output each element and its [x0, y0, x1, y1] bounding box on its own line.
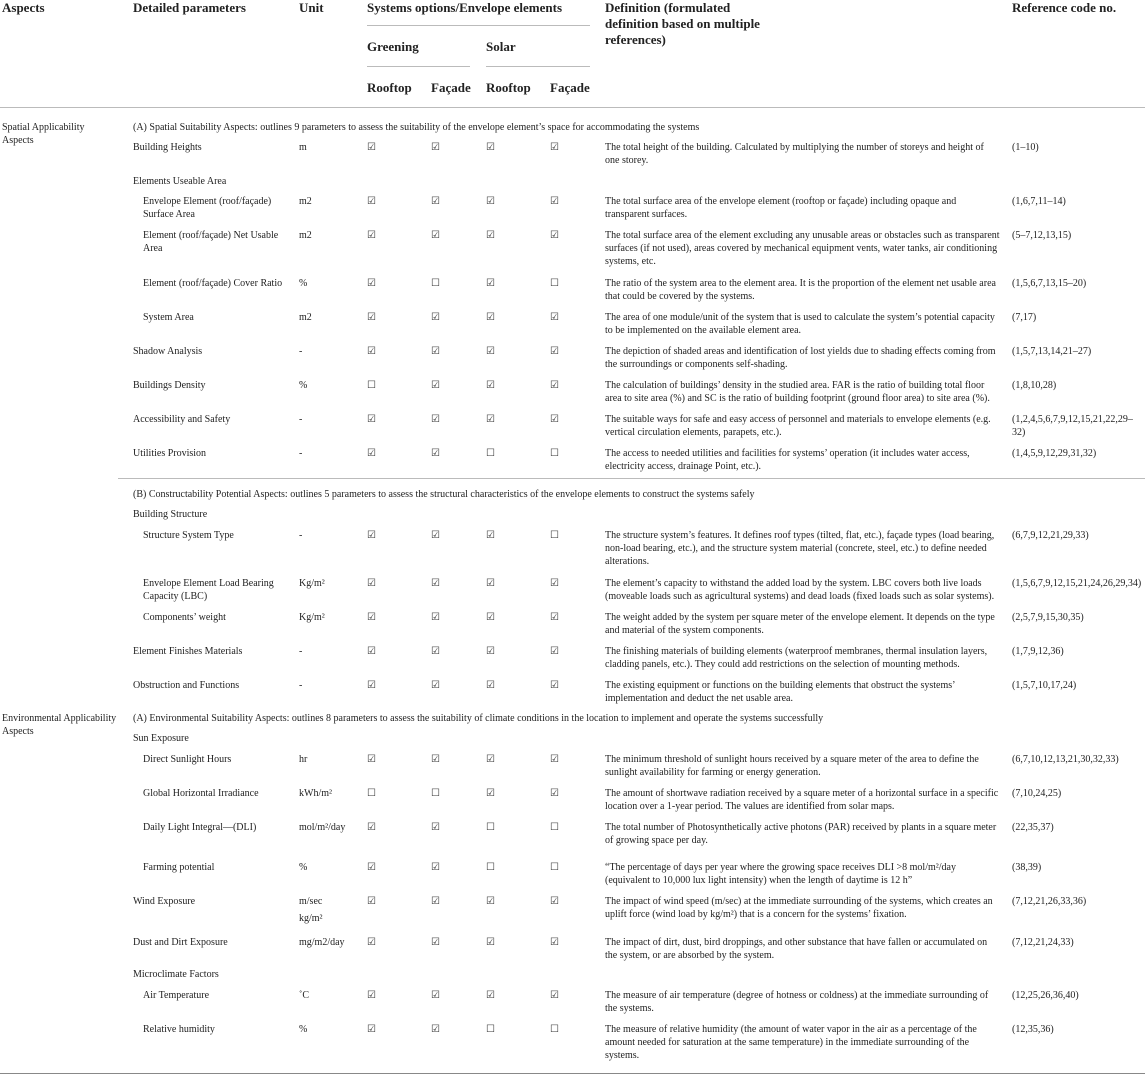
greening-facade-check-icon: ☑: [431, 862, 440, 873]
param-reference: (7,17): [1012, 312, 1037, 323]
greening-facade-check-icon: ☑: [431, 196, 440, 207]
greening-rooftop-check-icon: ☑: [367, 278, 376, 289]
greening-rooftop-check-icon: ☑: [367, 448, 376, 459]
param-unit: mg/m2/day: [299, 937, 345, 948]
param-name: Utilities Provision: [133, 448, 207, 459]
solar-facade-empty-box-icon: ☐: [550, 862, 559, 873]
greening-rooftop-check-icon: ☑: [367, 312, 376, 323]
greening-rooftop-check-icon: ☑: [367, 680, 376, 691]
solar-facade-check-icon: ☑: [550, 312, 559, 323]
greening-facade-check-icon: ☑: [431, 230, 440, 241]
param-reference: (1,6,7,11–14): [1012, 196, 1066, 207]
greening-rooftop-check-icon: ☑: [367, 196, 376, 207]
param-reference: (1,5,6,7,13,15–20): [1012, 278, 1087, 289]
param-unit: %: [299, 1024, 308, 1035]
param-name: Direct Sunlight Hours: [143, 754, 232, 765]
greening-rooftop-empty-box-icon: ☐: [367, 380, 376, 391]
header-systems-options: Systems options/Envelope elements: [367, 0, 562, 15]
param-unit: -: [299, 530, 303, 541]
solar-rooftop-check-icon: ☑: [486, 578, 495, 589]
param-name: System Area: [143, 312, 194, 323]
greening-facade-check-icon: ☑: [431, 578, 440, 589]
solar-facade-check-icon: ☑: [550, 680, 559, 691]
greening-rooftop-check-icon: ☑: [367, 822, 376, 833]
solar-facade-empty-box-icon: ☐: [550, 278, 559, 289]
param-reference: (2,5,7,9,15,30,35): [1012, 612, 1084, 623]
greening-rooftop-check-icon: ☑: [367, 346, 376, 357]
param-definition: The access to needed utilities and facilities for systems’ operation (it includes water access, electricity access, drainage Point, etc.).: [605, 448, 970, 472]
param-reference: (1,5,7,13,14,21–27): [1012, 346, 1092, 357]
param-unit: m2: [299, 312, 312, 323]
param-definition: The impact of wind speed (m/sec) at the immediate surrounding of the systems, which creates an uplift force (wind load by kg/m²) that is a concern for the systems’ fixation.: [605, 896, 993, 920]
param-name: Accessibility and Safety: [133, 414, 231, 425]
header-greening: Greening: [367, 39, 419, 54]
param-name: Envelope Element (roof/façade) Surface Area: [143, 196, 272, 220]
param-reference: (12,35,36): [1012, 1024, 1054, 1035]
param-definition: The existing equipment or functions on the building elements that obstruct the systems’ implementation and deduct the net usable area.: [605, 680, 955, 704]
header-greening-rooftop: Rooftop: [367, 80, 412, 95]
solar-rooftop-check-icon: ☑: [486, 754, 495, 765]
param-reference: (6,7,10,12,13,21,30,32,33): [1012, 754, 1119, 765]
solar-facade-check-icon: ☑: [550, 142, 559, 153]
greening-rooftop-check-icon: ☑: [367, 862, 376, 873]
param-name: Building Heights: [133, 142, 202, 153]
param-unit: ˚C: [299, 990, 309, 1001]
aspect-spatial: Spatial Applicability Aspects: [2, 122, 85, 146]
param-name: Element Finishes Materials: [133, 646, 243, 657]
solar-rooftop-check-icon: ☑: [486, 230, 495, 241]
greening-facade-check-icon: ☑: [431, 312, 440, 323]
group-elements-useable-area: Elements Useable Area: [133, 176, 227, 187]
header-unit: Unit: [299, 0, 324, 15]
param-reference: (6,7,9,12,21,29,33): [1012, 530, 1089, 541]
param-name: Wind Exposure: [133, 896, 196, 907]
greening-facade-check-icon: ☑: [431, 414, 440, 425]
header-aspects: Aspects: [2, 0, 45, 15]
param-reference: (1,5,6,7,9,12,15,21,24,26,29,34): [1012, 578, 1142, 589]
solar-facade-check-icon: ☑: [550, 414, 559, 425]
solar-rooftop-check-icon: ☑: [486, 346, 495, 357]
param-definition: The amount of shortwave radiation received by a square meter of a horizontal surface in a specific location over a 1-year period. The values are identified from solar maps.: [605, 788, 999, 812]
param-unit: mol/m²/day: [299, 822, 346, 833]
param-name: Shadow Analysis: [133, 346, 203, 357]
param-reference: (7,12,21,26,33,36): [1012, 896, 1087, 907]
greening-facade-check-icon: ☑: [431, 448, 440, 459]
param-reference: (1,2,4,5,6,7,9,12,15,21,22,29–32): [1012, 414, 1133, 438]
solar-rooftop-empty-box-icon: ☐: [486, 862, 495, 873]
param-definition: The total number of Photosynthetically active photons (PAR) received by plants in a square meter of growing space per day.: [605, 822, 997, 846]
greening-facade-check-icon: ☑: [431, 680, 440, 691]
greening-facade-check-icon: ☑: [431, 990, 440, 1001]
solar-rooftop-check-icon: ☑: [486, 380, 495, 391]
param-unit: kWh/m²: [299, 788, 332, 799]
solar-rooftop-check-icon: ☑: [486, 680, 495, 691]
solar-facade-check-icon: ☑: [550, 754, 559, 765]
greening-facade-empty-box-icon: ☐: [431, 278, 440, 289]
greening-facade-check-icon: ☑: [431, 646, 440, 657]
param-definition: The finishing materials of building elements (waterproof membranes, thermal insulation layers, cladding panels, etc.). They could add restrictions on the selection of mounting methods.: [605, 646, 988, 670]
param-name: Obstruction and Functions: [133, 680, 240, 691]
greening-rooftop-check-icon: ☑: [367, 646, 376, 657]
greening-facade-check-icon: ☑: [431, 612, 440, 623]
param-definition: The ratio of the system area to the element area. It is the proportion of the element net usable area that could be covered by the systems.: [605, 278, 996, 302]
param-definition: The minimum threshold of sunlight hours received by a square meter of the area to define the sunlight availability for farming or energy generation.: [605, 754, 979, 778]
greening-rooftop-check-icon: ☑: [367, 142, 376, 153]
greening-facade-check-icon: ☑: [431, 346, 440, 357]
solar-rooftop-check-icon: ☑: [486, 196, 495, 207]
param-reference: (12,25,26,36,40): [1012, 990, 1079, 1001]
solar-facade-check-icon: ☑: [550, 578, 559, 589]
header-solar-facade: Façade: [550, 80, 590, 95]
header-reference: Reference code no.: [1012, 0, 1117, 15]
param-name: Structure System Type: [143, 530, 234, 541]
section-spatial-suitability: (A) Spatial Suitability Aspects: outlines 9 parameters to assess the suitability of the envelope element’s space for accommodating the systems: [133, 122, 700, 133]
group-microclimate-factors: Microclimate Factors: [133, 969, 219, 980]
greening-rooftop-check-icon: ☑: [367, 414, 376, 425]
solar-rooftop-check-icon: ☑: [486, 312, 495, 323]
header-solar: Solar: [486, 39, 516, 54]
param-name: Buildings Density: [133, 380, 206, 391]
param-definition: The depiction of shaded areas and identification of lost yields due to shading effects coming from the surroundings or components self-shading.: [605, 346, 996, 370]
param-name: Relative humidity: [143, 1024, 215, 1035]
param-unit-secondary: kg/m²: [299, 913, 323, 924]
greening-rooftop-empty-box-icon: ☐: [367, 788, 376, 799]
greening-facade-check-icon: ☑: [431, 142, 440, 153]
param-definition: The suitable ways for safe and easy access of personnel and materials to envelope elements (e.g. vertical circulation elements, parapets, etc.).: [605, 414, 991, 438]
solar-facade-check-icon: ☑: [550, 196, 559, 207]
param-unit: Kg/m²: [299, 612, 325, 623]
param-unit: m: [299, 142, 307, 153]
greening-facade-check-icon: ☑: [431, 896, 440, 907]
param-unit: %: [299, 278, 308, 289]
solar-facade-empty-box-icon: ☐: [550, 1024, 559, 1035]
header-divider: [367, 25, 590, 26]
group-sun-exposure: Sun Exposure: [133, 733, 189, 744]
greening-facade-check-icon: ☑: [431, 937, 440, 948]
solar-rooftop-check-icon: ☑: [486, 414, 495, 425]
solar-rooftop-check-icon: ☑: [486, 530, 495, 541]
greening-rooftop-check-icon: ☑: [367, 754, 376, 765]
greening-rooftop-check-icon: ☑: [367, 578, 376, 589]
param-reference: (1,7,9,12,36): [1012, 646, 1064, 657]
param-unit: m/sec: [299, 896, 323, 907]
aspect-environmental: Environmental Applicability Aspects: [2, 713, 117, 737]
greening-rooftop-check-icon: ☑: [367, 230, 376, 241]
header-divider: [486, 66, 590, 67]
greening-facade-check-icon: ☑: [431, 530, 440, 541]
param-unit: %: [299, 380, 308, 391]
header-solar-rooftop: Rooftop: [486, 80, 531, 95]
solar-rooftop-check-icon: ☑: [486, 278, 495, 289]
param-reference: (1,8,10,28): [1012, 380, 1057, 391]
greening-facade-check-icon: ☑: [431, 380, 440, 391]
param-unit: m2: [299, 230, 312, 241]
greening-facade-check-icon: ☑: [431, 822, 440, 833]
param-unit: Kg/m²: [299, 578, 325, 589]
solar-rooftop-empty-box-icon: ☐: [486, 1024, 495, 1035]
param-name: Global Horizontal Irradiance: [143, 788, 259, 799]
param-reference: (22,35,37): [1012, 822, 1054, 833]
solar-facade-check-icon: ☑: [550, 380, 559, 391]
greening-rooftop-check-icon: ☑: [367, 990, 376, 1001]
header-divider: [367, 66, 470, 67]
param-reference: (1,5,7,10,17,24): [1012, 680, 1077, 691]
solar-rooftop-empty-box-icon: ☐: [486, 822, 495, 833]
param-name: Components’ weight: [143, 612, 226, 623]
table-bottom-rule: [0, 1073, 1145, 1074]
solar-facade-check-icon: ☑: [550, 612, 559, 623]
solar-facade-check-icon: ☑: [550, 646, 559, 657]
solar-rooftop-check-icon: ☑: [486, 646, 495, 657]
solar-facade-empty-box-icon: ☐: [550, 822, 559, 833]
param-name: Daily Light Integral—(DLI): [143, 822, 257, 833]
param-name: Element (roof/façade) Cover Ratio: [143, 278, 283, 289]
param-definition: The total surface area of the envelope element (rooftop or façade) including opaque and transparent surfaces.: [605, 196, 957, 220]
param-name: Envelope Element Load Bearing Capacity (LBC): [143, 578, 274, 602]
param-definition: The measure of relative humidity (the amount of water vapor in the air as a percentage of the amount needed for saturation at the same temperature) in the immediate surrounding of the systems.: [605, 1024, 977, 1061]
param-unit: -: [299, 448, 303, 459]
solar-rooftop-empty-box-icon: ☐: [486, 448, 495, 459]
solar-rooftop-check-icon: ☑: [486, 896, 495, 907]
greening-rooftop-check-icon: ☑: [367, 1024, 376, 1035]
param-definition: “The percentage of days per year where the growing space receives DLI >8 mol/m²/day (equivalent to 10,000 lux light intensity) when the length of daytime is 12 h”: [605, 862, 956, 886]
param-reference: (5–7,12,13,15): [1012, 230, 1072, 241]
param-reference: (1,4,5,9,12,29,31,32): [1012, 448, 1097, 459]
solar-rooftop-check-icon: ☑: [486, 142, 495, 153]
solar-rooftop-check-icon: ☑: [486, 612, 495, 623]
param-definition: The measure of air temperature (degree of hotness or coldness) at the immediate surrounding of the systems.: [605, 990, 989, 1014]
solar-rooftop-check-icon: ☑: [486, 990, 495, 1001]
section-constructability: (B) Constructability Potential Aspects: outlines 5 parameters to assess the structural characteristics of the envelope elements to construct the systems safely: [133, 489, 755, 500]
param-reference: (38,39): [1012, 862, 1042, 873]
param-reference: (1–10): [1012, 142, 1039, 153]
solar-rooftop-check-icon: ☑: [486, 937, 495, 948]
param-definition: The calculation of buildings’ density in the studied area. FAR is the ratio of building total floor area to site area (%) and SC is the ratio of building footprint (ground floor area) to site area (%).: [605, 380, 990, 404]
section-environmental-suitability: (A) Environmental Suitability Aspects: outlines 8 parameters to assess the suitability of climate conditions in the location to implement and operate the systems successfully: [133, 713, 824, 724]
solar-facade-check-icon: ☑: [550, 788, 559, 799]
param-unit: m2: [299, 196, 312, 207]
greening-rooftop-check-icon: ☑: [367, 937, 376, 948]
param-reference: (7,10,24,25): [1012, 788, 1062, 799]
param-definition: The total height of the building. Calculated by multiplying the number of storeys and height of one storey.: [605, 142, 984, 166]
header-detailed-parameters: Detailed parameters: [133, 0, 246, 15]
param-unit: -: [299, 346, 303, 357]
solar-facade-empty-box-icon: ☐: [550, 448, 559, 459]
solar-facade-empty-box-icon: ☐: [550, 530, 559, 541]
param-name: Dust and Dirt Exposure: [133, 937, 228, 948]
solar-facade-check-icon: ☑: [550, 896, 559, 907]
param-name: Air Temperature: [143, 990, 210, 1001]
param-unit: -: [299, 414, 303, 425]
param-name: Element (roof/façade) Net Usable Area: [143, 230, 279, 254]
param-definition: The weight added by the system per square meter of the envelope element. It depends on the type and material of the system components.: [605, 612, 995, 636]
param-definition: The element’s capacity to withstand the added load by the system. LBC covers both live loads (moveable loads such as agricultural systems) and dead loads (fixed loads such as solar systems).: [605, 578, 995, 602]
section-divider: [118, 478, 1145, 479]
header-bottom-rule: [0, 107, 1145, 108]
param-name: Farming potential: [143, 862, 215, 873]
param-definition: The impact of dirt, dust, bird droppings, and other substance that have fallen or accumulated on the system, or are absorbed by the system.: [605, 937, 988, 961]
param-definition: The structure system’s features. It defines roof types (tilted, flat, etc.), façade types (load bearing, non-load bearing, etc.), and the structure system material (concrete, steel, etc.) to define needed alterations.: [605, 530, 995, 567]
greening-rooftop-check-icon: ☑: [367, 896, 376, 907]
group-building-structure: Building Structure: [133, 509, 208, 520]
param-unit: %: [299, 862, 308, 873]
param-unit: -: [299, 680, 303, 691]
greening-rooftop-check-icon: ☑: [367, 530, 376, 541]
param-unit: hr: [299, 754, 308, 765]
header-definition: Definition (formulated definition based on multiple references): [605, 0, 760, 47]
param-reference: (7,12,21,24,33): [1012, 937, 1074, 948]
solar-facade-check-icon: ☑: [550, 346, 559, 357]
solar-facade-check-icon: ☑: [550, 230, 559, 241]
solar-facade-check-icon: ☑: [550, 990, 559, 1001]
param-definition: The area of one module/unit of the system that is used to calculate the system’s potential capacity to be implemented on the available element area.: [605, 312, 995, 336]
header-greening-facade: Façade: [431, 80, 471, 95]
param-unit: -: [299, 646, 303, 657]
greening-rooftop-check-icon: ☑: [367, 612, 376, 623]
param-definition: The total surface area of the element excluding any unusable areas or obstacles such as transparent surfaces (if not used), areas covered by mechanical equipment vents, water tanks, air conditioning systems, etc.: [605, 230, 1000, 267]
greening-facade-empty-box-icon: ☐: [431, 788, 440, 799]
greening-facade-check-icon: ☑: [431, 1024, 440, 1035]
solar-facade-check-icon: ☑: [550, 937, 559, 948]
greening-facade-check-icon: ☑: [431, 754, 440, 765]
solar-rooftop-check-icon: ☑: [486, 788, 495, 799]
